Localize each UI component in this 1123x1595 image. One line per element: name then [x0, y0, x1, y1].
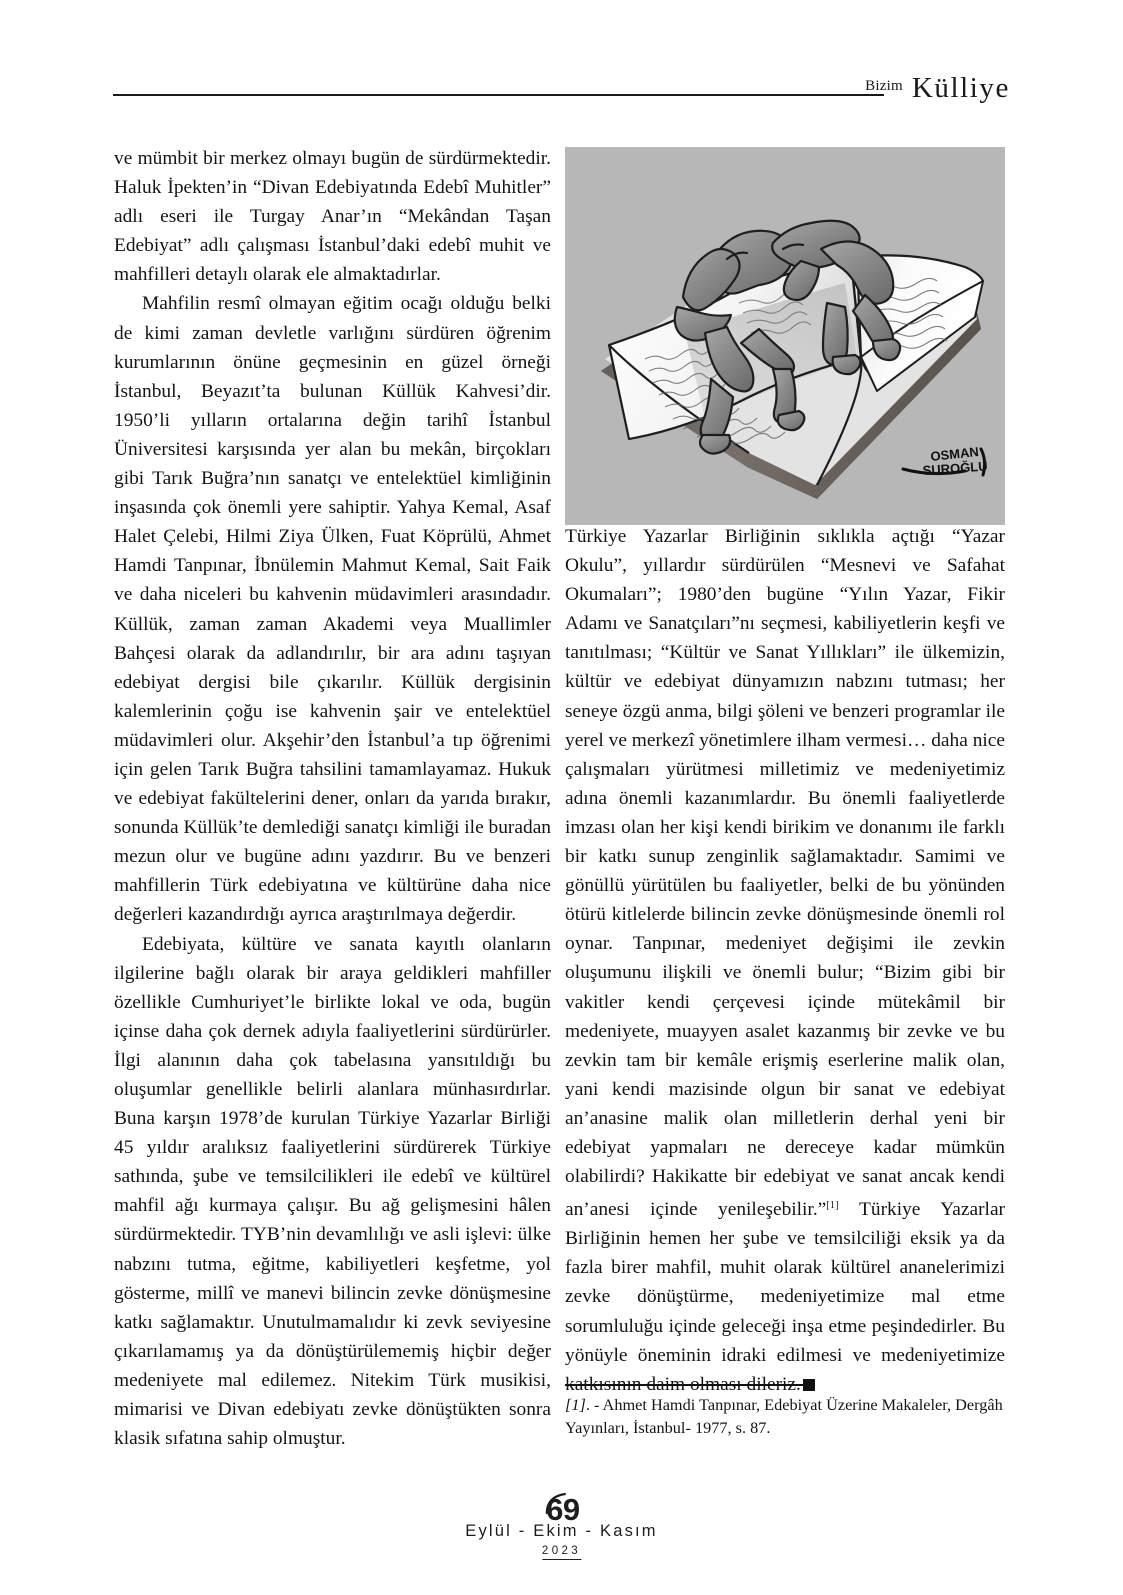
- footnote-text: . - Ahmet Hamdi Tanpınar, Edebiyat Üzerine Makaleler, Dergâh Yayınları, İstanbul- 1977, s. 87.: [565, 1395, 1003, 1437]
- brand-bizim: Bizim: [865, 78, 903, 94]
- issue-year: 2023: [542, 1545, 581, 1560]
- paragraph-part-1: Türkiye Yazarlar Birliğinin sıklıkla açtığı “Yazar Okulu”, yıllardır sürdürülen “Mesnevi ve Safahat Okumaları”; 1980’den bugüne “Yılın Yazar, Fikir Adamı ve Sanatçıları”nı seçmesi, kabiliyetlerin keşfi ve tanıtılması; “Kültür ve Sanat Yıllıkları” ile ülkemizin, kültür ve edebiyat dünyamızın nabzını tutması; her seneye özgü anma, bilgi şöleni ve benzeri programlar ile yerel ve merkezî yönetimlere ilham vermesi… daha nice çalışmaları yürütmesi milletimiz ve medeniyetimiz adına önemli kazanımlardır. Bu önemli faaliyetlerde imzası olan her kişi kendi birikim ve donanımı ile farklı bir katkı sunup zenginlik sağlamaktadır. Samimi ve gönüllü yürütülen bu faaliyetler, belki de bu yönünden ötürü kitlelerde bilincin zevke dönüşmesinde önemli rol oynar. Tanpınar, medeniyet değişimi ile zevkin oluşumunu ilişkili ve önemli bulur; “Bizim gibi bir vakitler kendi çerçevesi içinde mütekâmil bir medeniyete, muayyen asalet kazanmış bir zevke ve bu zevkin tam bir kemâle erişmiş eserlerine malik olan, yani kendi mazisinde olgun bir sanat ve edebiyat an’anasine malik olan milletlerin derhal yeni bir edebiyat yapmaları ne dereceye kadar mümkün olabilirdi? Hakikatte bir edebiyat ve sanat ancak kendi an’anesi içinde yenileşebilir.”: [565, 526, 1005, 1221]
- page-footer: [0, 1494, 1123, 1573]
- paragraph: ve mümbit bir merkez olmayı bugün de sürdürmektedir. Haluk İpekten’in “Divan Edebiyatında Edebî Muhitler” adlı eseri ile Turgay Anar’ın “Mekândan Taşan Edebiyat” adlı çalışması İstanbul’daki edebî muhit ve mahfilleri detaylı olarak ele almaktadırlar.: [114, 148, 551, 286]
- paragraph: Mahfilin resmî olmayan eğitim ocağı olduğu belki de kimi zaman devletle varlığını sürdüren öğrenim kurumlarının önüne geçmesinin en güzel örneği İstanbul, Beyazıt’ta bulunan Küllük Kahvesi’dir. 1950’li yılların ortalarına değin tarihî İstanbul Üniversitesi karşısında yer alan bu mekân, birçokları gibi Tarık Buğra’nın sanatçı ve entelektüel kimliğinin inşasında çok önemli yere sahiptir. Yahya Kemal, Asaf Halet Çelebi, Hilmi Ziya Ülken, Fuat Köprülü, Ahmet Hamdi Tanpınar, İbnülemin Mahmut Kemal, Sait Faik ve daha niceleri bu kahvenin müdavimleri arasındadır. Küllük, zaman zaman Akademi veya Muallimler Bahçesi olarak da adlandırılır, bir ara adını taşıyan edebiyat dergisi bile çıkarılır. Küllük dergisinin kalemlerinin çoğu ise kahvenin şair ve entelektüel müdavimleri olur. Akşehir’den İstanbul’a tıp öğrenimi için gelen Tarık Buğra tahsilini tamamlayamaz. Hukuk ve edebiyat fakültelerini dener, onları da yarıda bırakır, sonunda Küllük’te demlediği sanatçı kimliği ile buradan mezun olur ve bugüne adını yazdırır. Bu ve benzeri mahfillerin Türk edebiyatına ve kültürüne daha nice değerleri kazandırdığı ayrıca araştırılmaya değerdir.: [114, 293, 551, 926]
- footnote-divider: [565, 1384, 808, 1386]
- running-head: [113, 60, 1010, 108]
- paragraph: Edebiyata, kültüre ve sanata kayıtlı olanların ilgilerine bağlı olarak bir araya geldikleri mahfiller özellikle Cumhuriyet’le birlikte lokal ve oda, bugün içinse daha çok dernek adıyla faaliyetlerini sürdürürler. İlgi alanının daha çok tabelasına yansıtıldığı bu oluşumlar genellikle belirli alanlara münhasırdırlar. Buna karşın 1978’de kurulan Türkiye Yazarlar Birliği 45 yıldır aralıksız faaliyetlerini sürdürerek Türkiye sathında, şube ve temsilcilikleri ile edebî ve kültürel mahfil ağı kurmaya çalışır. Bu ağ gelişmesini hâlen sürdürmektedir. TYB’nin devamlılığı ve asli işlevi: ülke nabzını tutma, eğitme, kabiliyetleri keşfetme, yol gösterme, millî ve manevi bilincin zevke dönüşmesine katkı sağlamaktır. Unutulmamalıdır ki zevk seviyesine çıkarılamamış ya da dönüştürülememiş hiçbir değer medeniyete mal edilemez. Nitekim Türk musikisi, mimarisi ve Divan edebiyatı zevke dönüştükten sonra klasik sıfatına sahip olmuştur.: [114, 933, 551, 1450]
- paragraph: [565, 522, 1005, 1399]
- article-illustration: [565, 147, 1005, 525]
- footnote-entry: [565, 1393, 1005, 1439]
- footnote-reference[interactable]: [1]: [826, 1200, 839, 1212]
- body-text-right-column: [565, 522, 1005, 1399]
- issue-months: Eylül - Ekim - Kasım: [465, 1522, 658, 1540]
- footnote-number: [1]: [565, 1395, 586, 1414]
- body-text-left-column: [114, 144, 551, 1453]
- running-head-rule: [113, 94, 884, 96]
- footnote-section: [565, 1384, 1005, 1439]
- svg-text:OSMAN: OSMAN: [929, 444, 980, 464]
- brand-kulliye: Külliye: [909, 74, 1010, 103]
- svg-text:SUROĞLU: SUROĞLU: [922, 458, 989, 478]
- page-number: 69: [546, 1492, 580, 1527]
- paragraph-part-2: Türkiye Yazarlar Birliğinin hemen her şube ve temsilciliği eksik ya da fazla birer mahfil, muhit olarak kültürel ananelerimizi zevke dönüştürme, medeniyetimize mal etme sorumluluğu içinde geleceği inşa etme peşindedirler. Bu yönüyle öneminin idraki edilmesi ve medeniyetimize katkısının daim olması dileriz.: [565, 1199, 1006, 1395]
